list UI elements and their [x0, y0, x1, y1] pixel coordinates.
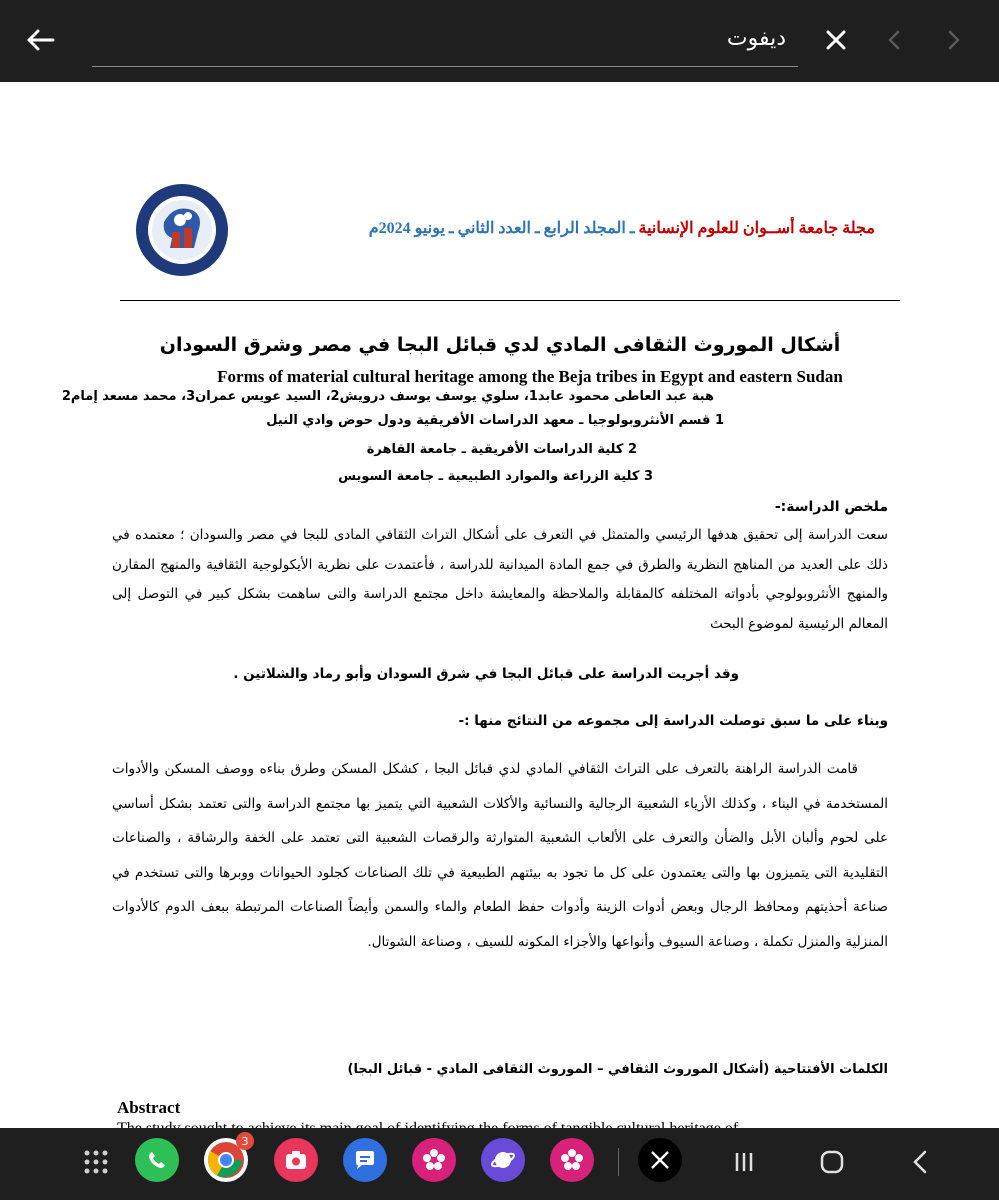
internet-app-icon[interactable]: [481, 1138, 525, 1182]
find-input[interactable]: [92, 14, 798, 67]
chevron-left-icon[interactable]: [878, 24, 910, 56]
results-paragraph: قامت الدراسة الراهنة بالتعرف على التراث الثقافي المادي لدي قبائل البجا ، كشكل المسكن وطرق بناءه ووصف المسكن والأدوات المستخدمة في البناء ، وكذلك الأزياء الشعبية الرجالية والنسائية والأكلات الشعبية التي يتميز بها مجتمع الدراسة والتى تعتمد بشكل أساسي على لحوم وألبان الأبل والضأن والتعرف على الألعاب الشعبية المتوارثة والرقصات الشعبية التى تعتمد على الخفة والرشاقة ، والصناعات التقليدية التى يتميزون بها والتى يعتمدون على كل ما تجود به بيئتهم الطبيعية في تلك الصناعات كجلود الحيوانات ووبرها والتى تستخدم في صناعة أحذيتهم ومحافظ الرجال وبعض أدوات الزينة وأدوات حفظ الطعام والماء والسمن وأيضاً الصناعات المرتبطة ببعف الدوم كالأدوات المنزلية والمنزل تكملة ، وصناعة السيوف وأنواعها والأجزاء المكونه للسيف ، وصناعة الشوتال.: [112, 761, 888, 950]
summary-paragraph: سعت الدراسة إلى تحقيق هدفها الرئيسي والمتمثل في التعرف على أشكال التراث الثقافي المادى للبجا في مصر والسودان ؛ معتمده في ذلك على العديد من المناهج النظرية والطرق في جمع المادة الميدانية للدراسة ، فأعتمدت على نظرية الأيكولوجية الثقافية والمنهج المقارن والمنهج الأنثروبولوجي بأدواته المختلفه كالمقابلة والملاحظة والمعايشة داخل مجتمع الدراسة والتى ساهمت بشكل كبير في التوصل إلى المعالم الرئيسية لموضوع البحث: [112, 527, 888, 632]
messages-app-icon[interactable]: [343, 1138, 387, 1182]
abstract-heading: Abstract: [117, 1098, 181, 1117]
affiliation-3: 3 كلية الزراعة والموارد الطبيعية ـ جامعة السويس: [338, 469, 653, 484]
chrome-app-icon[interactable]: [204, 1134, 249, 1182]
authors: هبة عبد العاطى محمود عابد1، سلوي يوسف يوسف درويش2، السيد عويس عمران3، محمد مسعد إمام2: [61, 389, 714, 404]
affiliation-1: 1 قسم الأنثروبولوجيا ـ معهد الدراسات الأفريقية ودول حوض وادي النيل: [266, 413, 724, 428]
back-nav-icon[interactable]: [900, 1142, 940, 1182]
recents-icon[interactable]: [724, 1142, 764, 1182]
blossom-app-icon[interactable]: [412, 1138, 456, 1182]
results-heading: وبناء على ما سبق توصلت الدراسة إلى مجموعه من النتائج منها :-: [458, 713, 888, 729]
summary-heading: ملخص الدراسة:-: [774, 499, 888, 515]
title-arabic: أشكال الموروث الثقافى المادي لدي قبائل البجا في مصر وشرق السودان: [159, 334, 841, 356]
x-app-icon[interactable]: [638, 1138, 682, 1182]
journal-header: [300, 218, 875, 238]
study-location: وقد أجريت الدراسة على قبائل البجا في شرق السودان وأبو رماد والشلاتين .: [233, 666, 739, 682]
title-english: Forms of material cultural heritage among the Beja tribes in Egypt and eastern Sudan: [217, 367, 843, 386]
navigation-bar: [0, 1128, 999, 1200]
gallery-app-icon[interactable]: [550, 1138, 594, 1182]
dock-separator: [618, 1148, 619, 1176]
find-query-text: ديفوت: [726, 26, 786, 51]
close-icon[interactable]: [818, 22, 854, 58]
app-drawer-icon[interactable]: [76, 1142, 116, 1182]
keywords: الكلمات الأفتتاحية (أشكال الموروث الثقافي – الموروث الثقافى المادي - قبائل البجا): [347, 1062, 888, 1077]
journal-name: مجلة جامعة أســوان للعلوم الإنسانية: [638, 220, 875, 237]
journal-logo: [134, 182, 230, 278]
home-icon[interactable]: [812, 1142, 852, 1182]
chevron-right-icon[interactable]: [938, 24, 970, 56]
back-arrow-icon[interactable]: [20, 22, 60, 58]
document-page: [0, 82, 999, 1128]
phone-app-icon[interactable]: [135, 1138, 179, 1182]
header-divider: [120, 300, 900, 301]
journal-issue: ـ المجلد الرابع ـ العدد الثاني ـ يونيو 2024م: [368, 220, 635, 237]
chrome-badge: 3: [236, 1132, 254, 1150]
camera-app-icon[interactable]: [274, 1138, 318, 1182]
find-in-page-bar: [0, 0, 999, 82]
affiliation-2: 2 كلية الدراسات الأفريقية ـ جامعة القاهرة: [366, 442, 637, 457]
